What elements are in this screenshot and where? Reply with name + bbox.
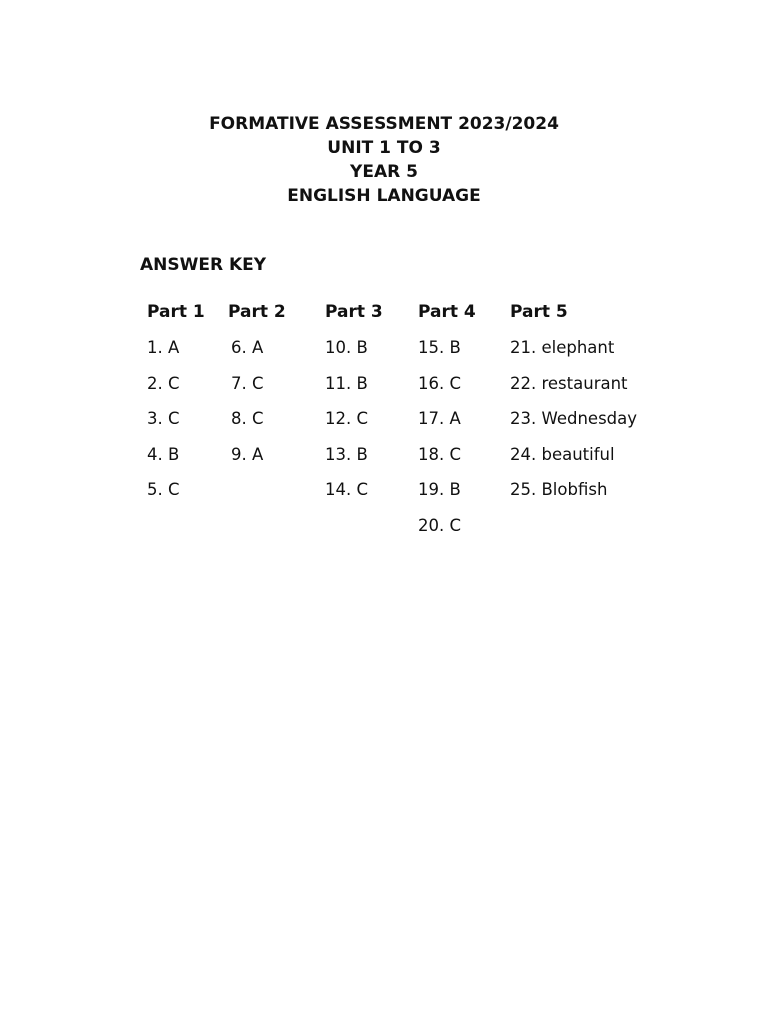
part-3-column — [325, 300, 383, 514]
answer-item: 21. elephant — [510, 338, 615, 357]
answer-item: 16. C — [418, 373, 462, 393]
document-header — [0, 112, 768, 208]
assessment-title: FORMATIVE ASSESSMENT 2023/2024 — [209, 114, 559, 134]
answer-item: 17. A — [418, 409, 461, 428]
answer-item: 3. C — [147, 409, 180, 428]
part-3-header: Part 3 — [325, 302, 383, 322]
answer-item: 9. A — [231, 444, 264, 464]
part-2-column — [228, 300, 286, 478]
answer-item: 24. beautiful — [510, 444, 615, 464]
part-4-header: Part 4 — [418, 302, 476, 322]
part-1-column — [147, 300, 205, 514]
unit-range: UNIT 1 TO 3 — [327, 138, 441, 158]
part-2-header: Part 2 — [228, 302, 286, 322]
answer-item: 15. B — [418, 338, 461, 357]
answer-item: 4. B — [147, 444, 180, 464]
answer-item: 22. restaurant — [510, 373, 628, 393]
answer-item: 2. C — [147, 373, 180, 393]
answer-item: 10. B — [325, 338, 368, 357]
answer-item: 14. C — [325, 480, 369, 499]
answer-item: 6. A — [231, 338, 264, 357]
answer-item: 23. Wednesday — [510, 409, 638, 428]
answer-item: 5. C — [147, 480, 180, 499]
answer-item: 20. C — [418, 515, 462, 535]
answer-item: 7. C — [231, 373, 264, 393]
answer-key-heading: ANSWER KEY — [140, 255, 267, 275]
year-level: YEAR 5 — [350, 162, 418, 182]
answer-item: 8. C — [231, 409, 264, 428]
answer-item: 25. Blobfish — [510, 480, 608, 499]
answer-item: 11. B — [325, 373, 368, 393]
answer-item: 19. B — [418, 480, 461, 499]
part-5-column — [510, 300, 637, 514]
answer-item: 18. C — [418, 444, 462, 464]
part-1-header: Part 1 — [147, 302, 205, 322]
answer-item: 13. B — [325, 444, 368, 464]
part-5-header: Part 5 — [510, 302, 568, 322]
answer-item: 1. A — [147, 338, 180, 357]
part-4-column — [418, 300, 476, 549]
subject-name: ENGLISH LANGUAGE — [287, 186, 481, 206]
answer-item: 12. C — [325, 409, 369, 428]
